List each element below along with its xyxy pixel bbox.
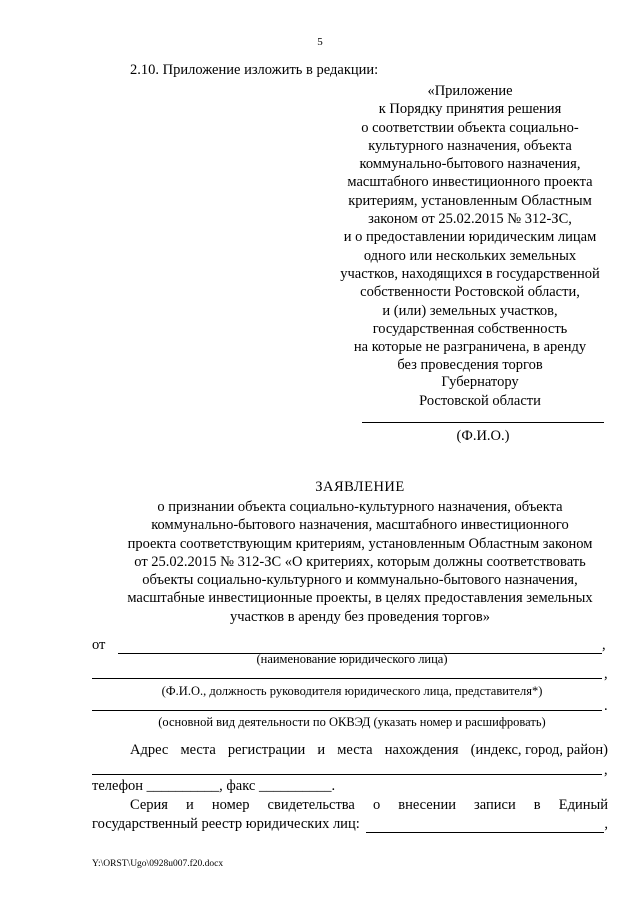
appendix-line: и (или) земельных участков, [382, 302, 558, 319]
appendix-line: культурного назначения, объекта [368, 137, 572, 154]
subject-line: масштабные инвестиционные проекты, в целях предоставления земельных [127, 590, 593, 607]
address-word: и [317, 742, 326, 758]
cert-word: о [372, 797, 381, 813]
subject-line: проекта соответствующим критериям, установленным Областным законом [127, 535, 593, 552]
cert-word: и [186, 797, 194, 813]
footer-file-path: Y:\ORST\Ugo\0928u007.f20.docx [92, 859, 224, 869]
appendix-line: «Приложение [427, 83, 513, 99]
addressee-region: Ростовской области [419, 393, 541, 409]
address-word: места [337, 742, 373, 758]
page-number: 5 [317, 36, 323, 48]
phone-fax-row[interactable]: телефон __________, факс __________. [92, 778, 336, 794]
appendix-line: собственности Ростовской области, [360, 284, 580, 301]
appendix-line: участков, находящихся в государственной [340, 265, 600, 282]
document-subject [0, 498, 640, 626]
governor-name-caption: (Ф.И.О.) [456, 428, 510, 444]
appendix-heading-block [300, 82, 640, 375]
subject-line: участков в аренду без проведения торгов» [229, 608, 490, 625]
head-of-entity-caption: (Ф.И.О., должность руководителя юридического лица, представителя*) [161, 684, 543, 698]
address-field[interactable] [92, 774, 602, 775]
line-comma: , [604, 762, 608, 778]
registry-label: государственный реестр юридических лиц: [92, 816, 360, 832]
address-word: Адрес [130, 742, 169, 758]
appendix-line: к Порядку принятия решения [378, 101, 562, 118]
registry-row [92, 816, 608, 833]
head-of-entity-field[interactable] [92, 678, 602, 679]
cert-word: в [533, 797, 541, 813]
cert-word: внесении [398, 797, 456, 813]
document-title: ЗАЯВЛЕНИЕ [315, 479, 405, 495]
appendix-line: коммунально-бытового назначения, [359, 156, 581, 173]
cert-word: Серия [130, 797, 168, 813]
address-label-row [92, 742, 608, 759]
appendix-line: одного или нескольких земельных [363, 247, 577, 264]
line-comma: , [604, 666, 608, 682]
address-word: (индекс, город, район) [470, 742, 608, 758]
cert-word: записи [474, 797, 516, 813]
subject-line: объекты социально-культурного и коммунально-бытового назначения, [142, 572, 578, 589]
line-comma: , [604, 816, 608, 832]
line-period: . [604, 698, 608, 714]
section-intro: 2.10. Приложение изложить в редакции: [130, 62, 379, 78]
from-label: от [92, 637, 106, 653]
certificate-label-row [92, 797, 608, 814]
appendix-line: на которые не разграничена, в аренду [353, 339, 587, 356]
okved-activity-caption: (основной вид деятельности по ОКВЭД (указать номер и расшифровать) [158, 715, 546, 729]
okved-activity-field[interactable] [92, 710, 602, 711]
addressee-title: Губернатору [441, 374, 519, 390]
cert-word: свидетельства [267, 797, 355, 813]
address-word: регистрации [227, 742, 306, 758]
appendix-line: государственная собственность [372, 320, 568, 337]
addressee-block [360, 373, 600, 411]
cert-word: номер [211, 797, 250, 813]
subject-line: от 25.02.2015 № 312-ЗС «О критериях, которым должны соответствовать [134, 553, 586, 570]
subject-line: коммунально-бытового назначения, масштабного инвестиционного [151, 517, 569, 534]
registry-number-field[interactable] [366, 818, 605, 833]
cert-word: Единый [558, 797, 608, 813]
address-word: нахождения [384, 742, 459, 758]
appendix-line: масштабного инвестиционного проекта [347, 174, 593, 191]
appendix-line: о соответствии объекта социально- [361, 119, 579, 136]
appendix-line: без провесдения торгов [397, 357, 543, 374]
governor-name-blank[interactable] [362, 422, 604, 423]
legal-entity-name-caption: (наименование юридического лица) [256, 652, 448, 666]
address-word: места [180, 742, 216, 758]
line-comma: , [602, 637, 606, 653]
appendix-line: критериям, установленным Областным [348, 192, 592, 209]
appendix-line: законом от 25.02.2015 № 312-ЗС, [368, 211, 572, 228]
subject-line: о признании объекта социально-культурного назначения, объекта [157, 499, 563, 515]
appendix-line: и о предоставлении юридическим лицам [343, 229, 597, 246]
